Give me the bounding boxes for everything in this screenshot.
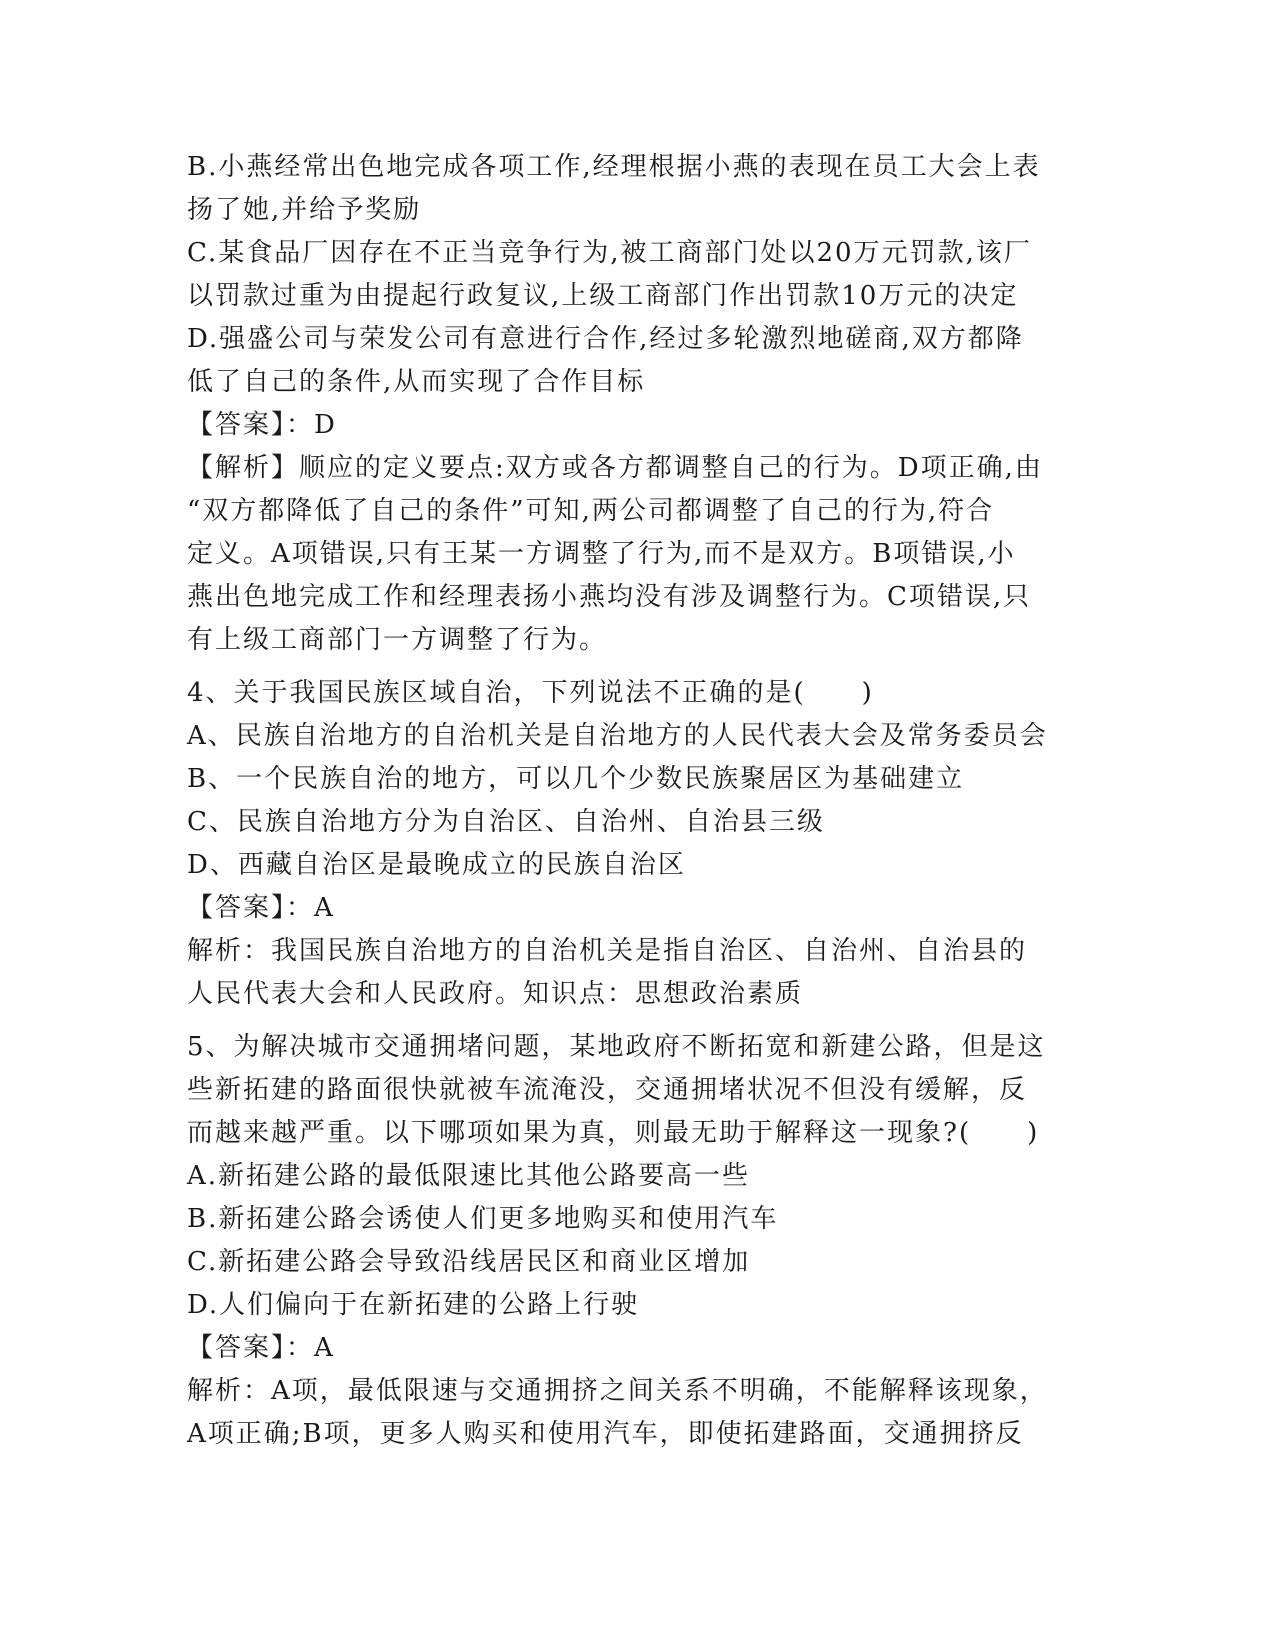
q5-analysis-line-1: 解析：A项，最低限速与交通拥挤之间关系不明确，不能解释该现象， xyxy=(187,1376,1048,1406)
q3-analysis-line-2: “双方都降低了自己的条件”可知,两公司都调整了自己的行为,符合 xyxy=(187,496,995,526)
q5-stem-line-3: 而越来越严重。以下哪项如果为真，则最无助于解释这一现象?( ) xyxy=(187,1118,1040,1148)
q5-answer: 【答案】：A xyxy=(187,1333,335,1363)
q3-analysis-line-3: 定义。A项错误,只有王某一方调整了行为,而不是双方。B项错误,小 xyxy=(187,539,1016,569)
q3-analysis-line-4: 燕出色地完成工作和经理表扬小燕均没有涉及调整行为。C项错误,只 xyxy=(187,582,1032,612)
q3-option-c-line-1: C.某食品厂因存在不正当竞争行为,被工商部门处以20万元罚款,该厂 xyxy=(187,238,1032,268)
q3-analysis-line-5: 有上级工商部门一方调整了行为。 xyxy=(187,625,608,655)
q4-option-a: A、民族自治地方的自治机关是自治地方的人民代表大会及常务委员会 xyxy=(187,721,1048,751)
q4-option-b: B、一个民族自治的地方，可以几个少数民族聚居区为基础建立 xyxy=(187,764,965,794)
q4-answer: 【答案】：A xyxy=(187,893,335,923)
q3-option-b-line-1: B.小燕经常出色地完成各项工作,经理根据小燕的表现在员工大会上表 xyxy=(187,152,1041,182)
q4-option-c: C、民族自治地方分为自治区、自治州、自治县三级 xyxy=(187,807,825,837)
q3-option-b-line-2: 扬了她,并给予奖励 xyxy=(187,195,422,225)
q5-stem-line-1: 5、为解决城市交通拥堵问题，某地政府不断拓宽和新建公路，但是这 xyxy=(187,1032,1046,1062)
document-page xyxy=(187,146,1087,1456)
q5-option-b: B.新拓建公路会诱使人们更多地购买和使用汽车 xyxy=(187,1204,779,1234)
q5-option-a: A.新拓建公路的最低限速比其他公路要高一些 xyxy=(187,1161,751,1191)
q4-stem: 4、关于我国民族区域自治，下列说法不正确的是( ) xyxy=(187,678,874,708)
spacer xyxy=(187,662,1087,672)
spacer xyxy=(187,1016,1087,1026)
q4-analysis-line-1: 解析：我国民族自治地方的自治机关是指自治区、自治州、自治县的 xyxy=(187,936,1028,966)
question-3-continued xyxy=(187,146,1087,662)
q3-answer: 【答案】：D xyxy=(187,410,337,440)
q3-option-d-line-2: 低了自己的条件,从而实现了合作目标 xyxy=(187,367,646,397)
question-4 xyxy=(187,672,1087,1016)
q5-stem-line-2: 些新拓建的路面很快就被车流淹没，交通拥堵状况不但没有缓解，反 xyxy=(187,1075,1028,1105)
question-5 xyxy=(187,1026,1087,1456)
q5-option-d: D.人们偏向于在新拓建的公路上行驶 xyxy=(187,1290,640,1320)
q3-analysis-line-1: 【解析】顺应的定义要点:双方或各方都调整自己的行为。D项正确,由 xyxy=(187,453,1043,483)
q5-option-c: C.新拓建公路会导致沿线居民区和商业区增加 xyxy=(187,1247,751,1277)
q4-option-d: D、西藏自治区是最晚成立的民族自治区 xyxy=(187,850,686,880)
q3-option-c-line-2: 以罚款过重为由提起行政复议,上级工商部门作出罚款10万元的决定 xyxy=(187,281,1019,311)
q5-analysis-line-2: A项正确;B项，更多人购买和使用汽车，即使拓建路面，交通拥挤反 xyxy=(187,1419,1024,1449)
q3-option-d-line-1: D.强盛公司与荣发公司有意进行合作,经过多轮激烈地磋商,双方都降 xyxy=(187,324,1024,354)
q4-analysis-line-2: 人民代表大会和人民政府。知识点：思想政治素质 xyxy=(187,979,804,1009)
